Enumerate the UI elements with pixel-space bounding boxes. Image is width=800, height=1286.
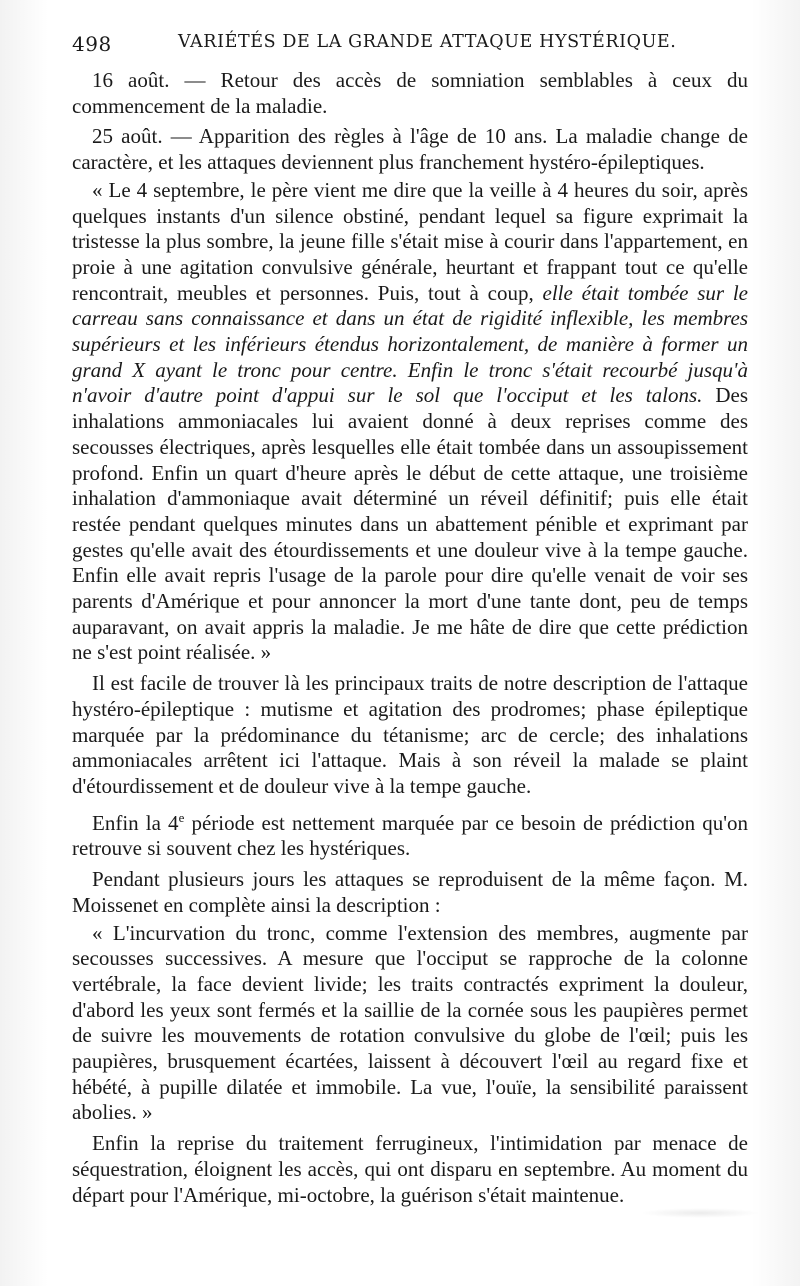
running-title: VARIÉTÉS DE LA GRANDE ATTAQUE HYSTÉRIQUE. [178, 32, 677, 52]
paragraph-text: Enfin la 4 [92, 810, 179, 835]
paragraph-text: 25 août. — Apparition des règles à l'âge de 10 ans. La maladie change de caractère, et les attaques deviennent plus franchement hystéro-épileptiques. [72, 124, 748, 175]
paragraph-quote-moissenet [72, 921, 748, 1127]
paragraph-text: Enfin la reprise du traitement ferrugineux, l'intimidation par menace de séquestration, éloignent les accès, qui ont disparu en septembre. Au moment du départ pour l'Amérique, mi-octobre, la guérison s'était maintenue. [72, 1131, 748, 1207]
paragraph-aug-16 [72, 68, 748, 119]
show-through-mark [640, 1208, 760, 1218]
paragraph-text: « L'incurvation du tronc, comme l'extension des membres, augmente par secousses successives. A mesure que l'occiput se rapproche de la colonne vertébrale, la face devient livide; les traits contractés expriment la douleur, d'abord les yeux sont fermés et la saillie de la cornée sous les paupières permet de suivre les mouvements de rotation convulsive du globe de l'œil; puis les paupières, brusquement écartées, laissent à découvert l'œil au regard fixe et hébété, à pupille dilatée et immobile. La vue, l'ouïe, la sensibilité paraissent abolies. » [72, 920, 748, 1125]
paragraph-text: 16 août. — Retour des accès de somniation semblables à ceux du commencement de la maladie. [72, 68, 748, 118]
paragraph-text: période est nettement marquée par ce besoin de prédiction qu'on retrouve si souvent chez les hystériques. [72, 810, 748, 861]
paragraph-following-days [72, 867, 748, 918]
italic-quote: elle était tombée sur le carreau sans connaissance et dans un état de rigidité inflexible, les membres supérieurs et les inférieurs étendus horizontalement, de manière à former un grand X ayant le tronc pour centre. Enfin le tronc s'était recourbé jusqu'à n'avoir d'autre point d'appui sur le sol que l'occiput et les talons. [72, 280, 749, 408]
paragraph-text: « Le 4 septembre, le père vient me dire que la veille à 4 heures du soir, après quelques instants d'un silence obstiné, pendant lequel sa figure exprimait la tristesse la plus sombre, la jeune fille s'était mise à courir dans l'appartement, en proie à une agitation convulsive générale, heurtant et frappant tout ce qu'elle rencontrait, meubles et personnes. Puis, tout à coup, [72, 177, 748, 305]
paragraph-conclusion [72, 1131, 748, 1208]
superscript: e [178, 809, 185, 825]
paragraph-text: Il est facile de trouver là les principaux traits de notre description de l'attaque hystéro-épileptique : mutisme et agitation des prodromes; phase épileptique marquée par la prédominance du tétanisme; arc de cercle; des inhalations ammoniacales arrêtent ici l'attaque. Mais à son réveil la malade se plaint d'étourdissement et de douleur vive à la tempe gauche. [72, 671, 748, 798]
paragraph-fourth-period [72, 805, 748, 862]
page-header [72, 32, 752, 60]
paragraph-aug-25 [72, 124, 748, 175]
paragraph-quote-father [72, 178, 748, 666]
body-text [72, 68, 748, 1210]
paragraph-analysis [72, 671, 748, 800]
paragraph-text: Des inhalations ammoniacales lui avaient donné à deux reprises comme des secousses électriques, après lesquelles elle était tombée dans un assoupissement profond. Enfin un quart d'heure après le début de cette attaque, une troisième inhalation d'ammoniaque avait déterminé un réveil définitif; puis elle était restée pendant quelques minutes dans un abattement pénible et exprimant par gestes qu'elle avait des étourdissements et une douleur vive à la tempe gauche. Enfin elle avait repris l'usage de la parole pour dire qu'elle venait de voir ses parents d'Amérique et pour annoncer la mort d'une tante dont, peu de temps auparavant, on avait appris la maladie. Je me hâte de dire que cette prédiction ne s'est point réalisée. » [72, 383, 748, 665]
page-number: 498 [72, 32, 112, 56]
paragraph-text: Pendant plusieurs jours les attaques se reproduisent de la même façon. M. Moissenet en complète ainsi la description : [72, 867, 748, 917]
